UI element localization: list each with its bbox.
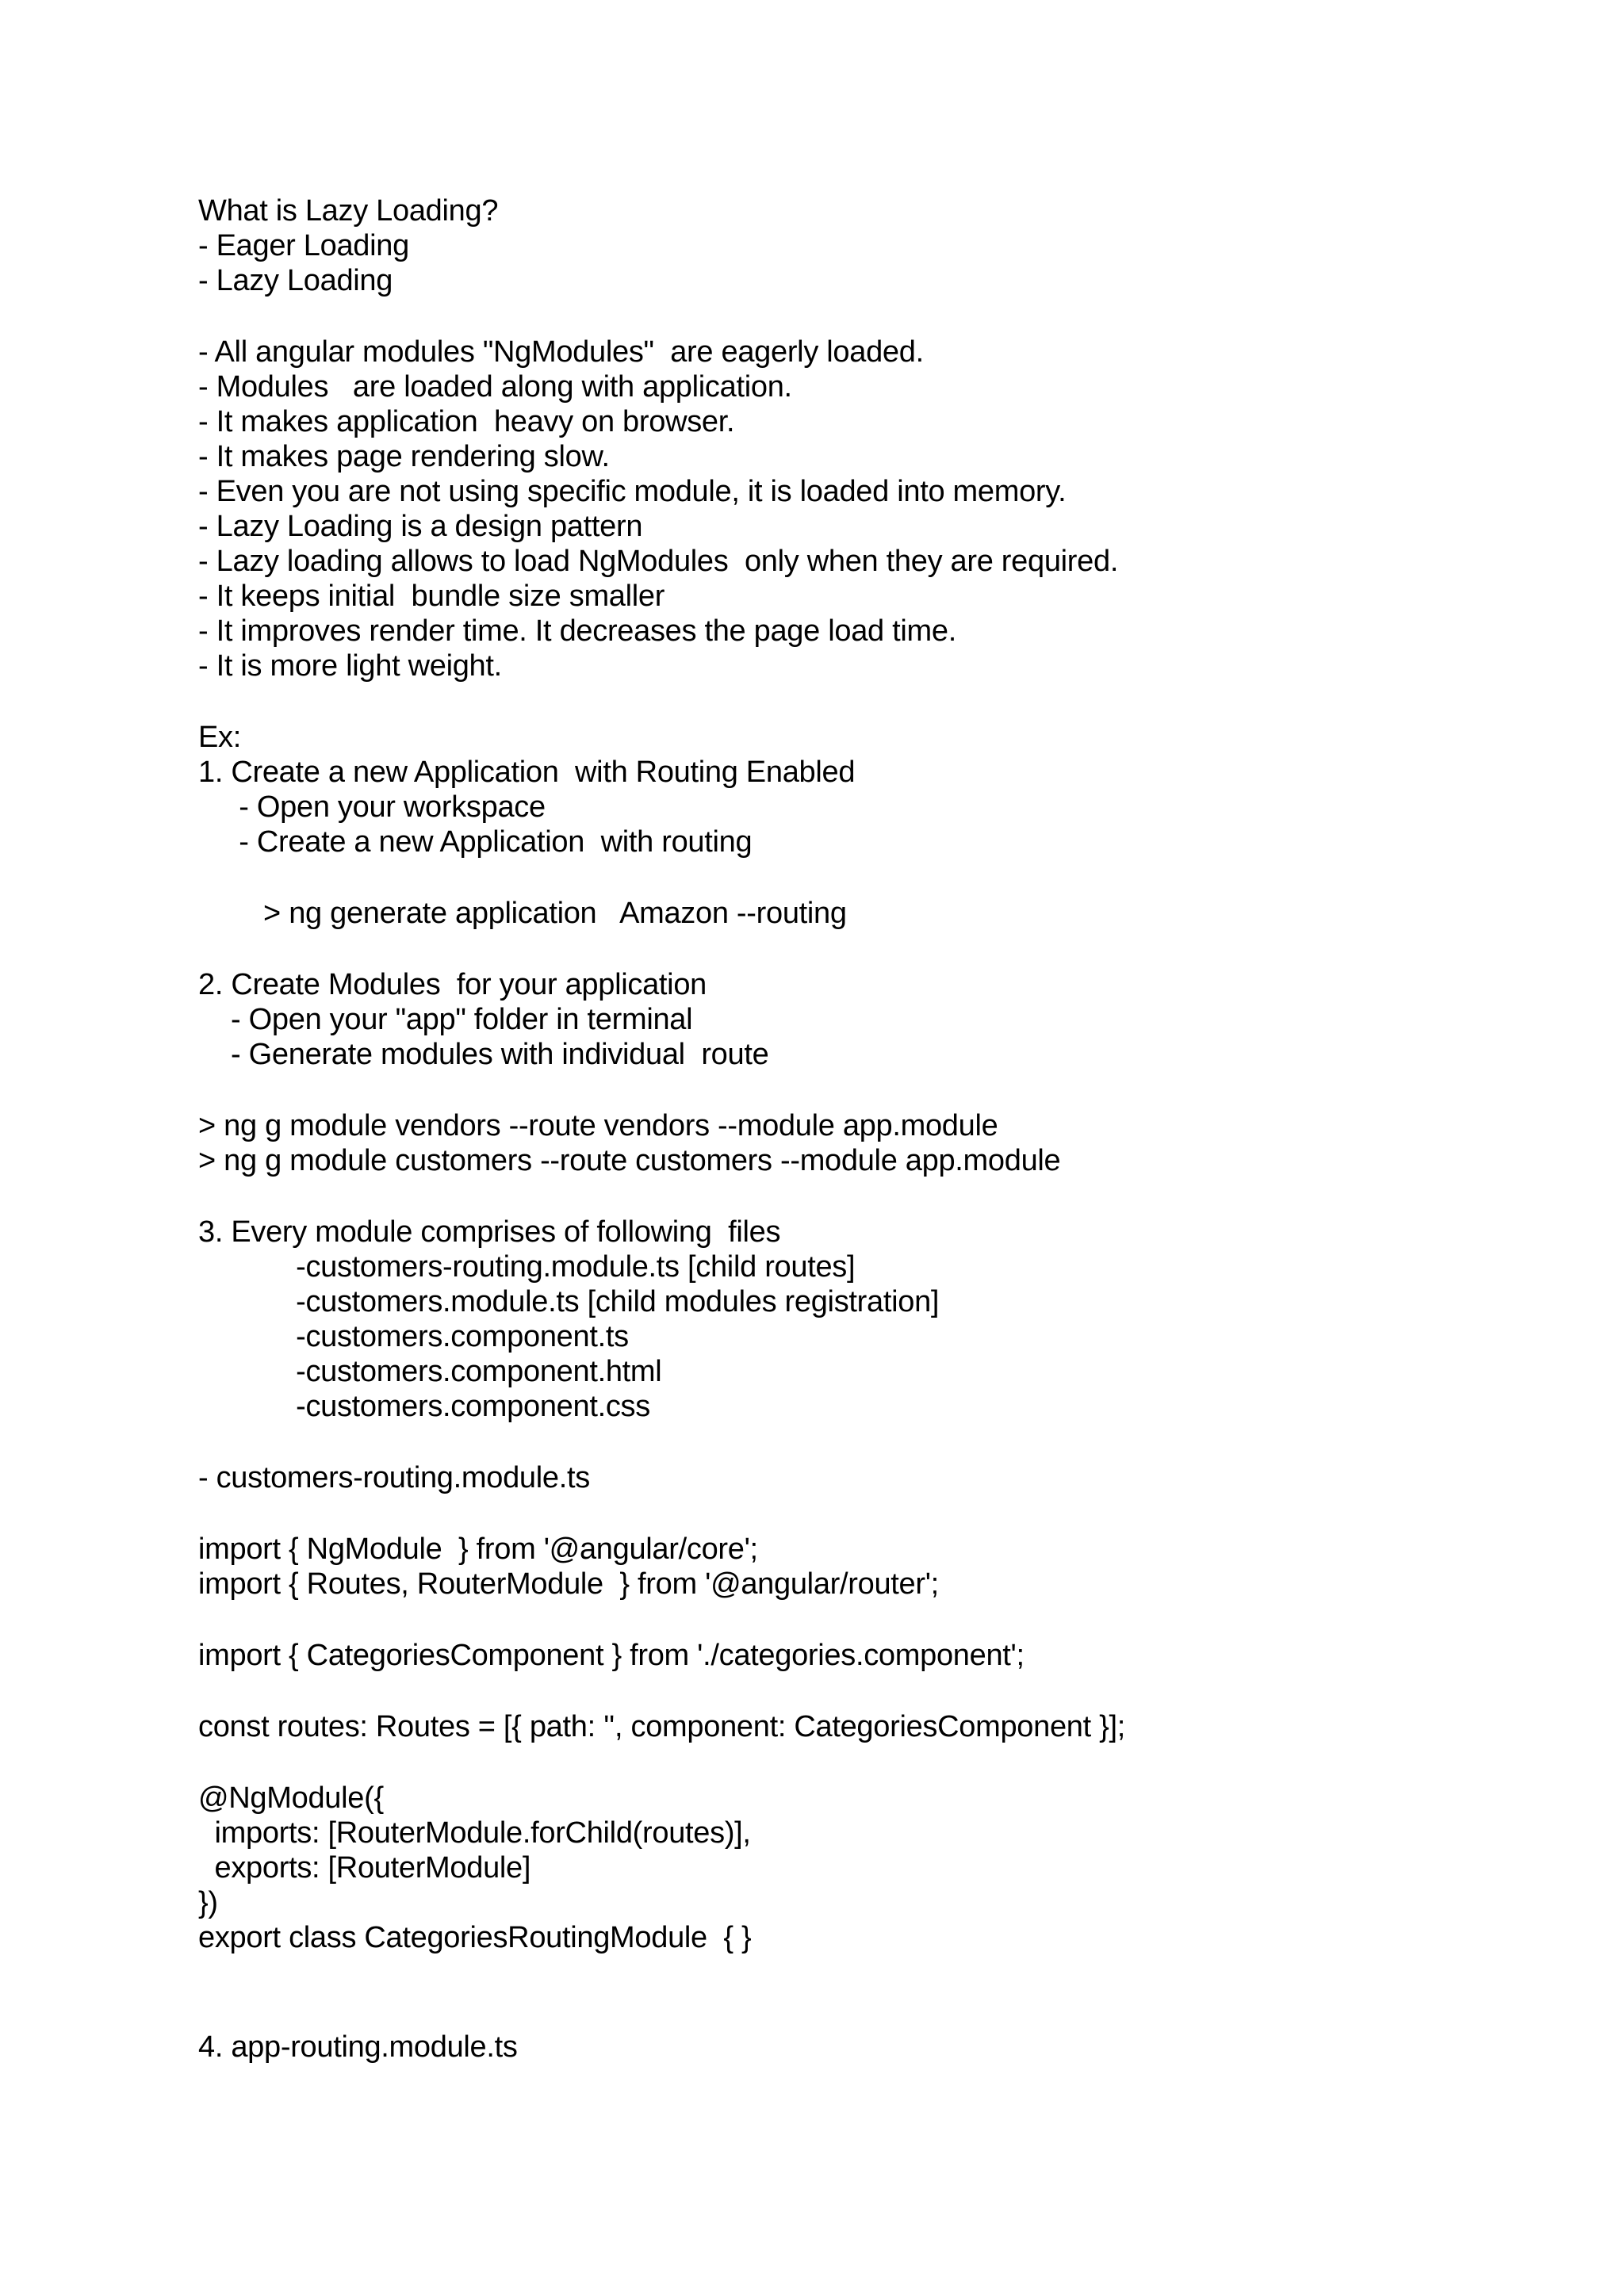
step-heading: 1. Create a new Application with Routing Enabled [198, 756, 856, 789]
file-list-item: -customers.component.css [198, 1390, 650, 1423]
code-line: import { Routes, RouterModule } from '@angular/router'; [198, 1567, 939, 1601]
text-line: - Create a new Application with routing [198, 825, 753, 859]
command-line: > ng g module vendors --route vendors --module app.module [198, 1109, 998, 1142]
text-line: - Lazy Loading [198, 264, 393, 297]
section-heading: Ex: [198, 721, 242, 754]
code-line: exports: [RouterModule] [198, 1851, 531, 1885]
text-line: - Even you are not using specific module, it is loaded into memory. [198, 475, 1067, 508]
text-line: - Modules are loaded along with application. [198, 370, 792, 404]
code-line: imports: [RouterModule.forChild(routes)], [198, 1816, 751, 1850]
code-line: const routes: Routes = [{ path: '', component: CategoriesComponent }]; [198, 1710, 1126, 1743]
text-line: - It makes application heavy on browser. [198, 405, 735, 438]
code-line: @NgModule({ [198, 1781, 384, 1815]
code-line: export class CategoriesRoutingModule { } [198, 1921, 752, 1954]
command-line: > ng g module customers --route customers --module app.module [198, 1144, 1061, 1177]
command-line: > ng generate application Amazon --routing [198, 897, 847, 930]
step-heading: 2. Create Modules for your application [198, 968, 707, 1001]
code-line: }) [198, 1886, 218, 1919]
file-list-item: -customers-routing.module.ts [child routes] [198, 1250, 856, 1284]
code-line: import { NgModule } from '@angular/core'; [198, 1533, 758, 1566]
text-line: - It is more light weight. [198, 649, 502, 683]
text-line: - Open your workspace [198, 790, 546, 824]
text-line: - It improves render time. It decreases the page load time. [198, 614, 956, 648]
text-line: - Lazy Loading is a design pattern [198, 510, 643, 543]
text-line: - Generate modules with individual route [198, 1038, 769, 1071]
text-line: - It keeps initial bundle size smaller [198, 580, 665, 613]
text-line: - Lazy loading allows to load NgModules only when they are required. [198, 545, 1119, 578]
text-line: - customers-routing.module.ts [198, 1461, 590, 1494]
file-list-item: -customers.component.html [198, 1355, 662, 1388]
file-list-item: -customers.component.ts [198, 1320, 629, 1353]
step-heading: 4. app-routing.module.ts [198, 2030, 518, 2064]
text-line: - Open your "app" folder in terminal [198, 1003, 693, 1036]
document-title: What is Lazy Loading? [198, 194, 499, 228]
file-list-item: -customers.module.ts [child modules registration] [198, 1285, 940, 1318]
text-line: - All angular modules "NgModules" are eagerly loaded. [198, 335, 924, 369]
step-heading: 3. Every module comprises of following files [198, 1215, 781, 1249]
text-line: - It makes page rendering slow. [198, 440, 610, 473]
text-line: - Eager Loading [198, 229, 409, 262]
code-line: import { CategoriesComponent } from './categories.component'; [198, 1639, 1025, 1672]
